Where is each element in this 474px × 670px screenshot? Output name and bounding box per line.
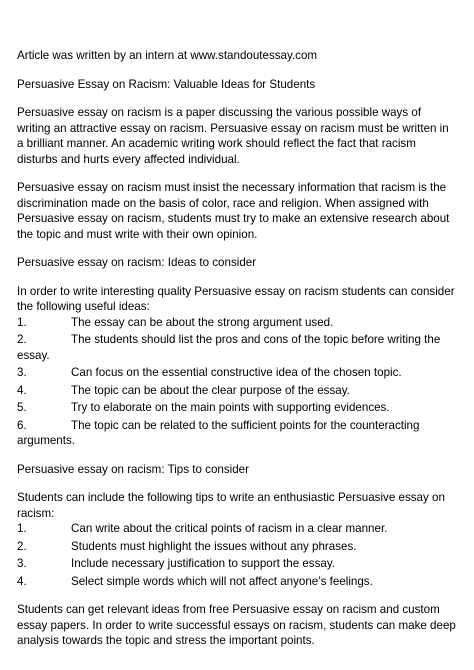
list-number: 4. bbox=[17, 574, 27, 588]
list-item bbox=[17, 521, 457, 537]
list-number: 2. bbox=[17, 539, 27, 553]
list-number: 1. bbox=[17, 522, 27, 535]
paragraph-intro: Persuasive essay on racism is a paper discussing the various possible ways of writing an attractive essay on racism. Persuasive essay on racism must be written in a brilliant manner. An academic writing work should reflect the fact that racism disturbs and hurts every affected individual. bbox=[17, 106, 449, 166]
list-item bbox=[17, 539, 457, 555]
list-number: 3. bbox=[17, 557, 27, 570]
list-item-text: The students should list the pros and cons of the topic before writing the essay. bbox=[17, 333, 441, 362]
list-item bbox=[17, 574, 457, 590]
list-number: 5. bbox=[17, 401, 27, 414]
ideas-heading: Persuasive essay on racism: Ideas to consider bbox=[17, 256, 257, 269]
tips-list bbox=[17, 521, 457, 589]
list-item-text: Students must highlight the issues without any phrases. bbox=[71, 539, 357, 553]
list-item bbox=[17, 400, 457, 416]
paragraph-definition: Persuasive essay on racism must insist the necessary information that racism is the discrimination made on the basis of color, race and religion. When assigned with Persuasive essay on racism, students must try to make an extensive research about the topic and must write with their own opinion. bbox=[17, 181, 450, 241]
list-item bbox=[17, 332, 457, 363]
ideas-list bbox=[17, 315, 457, 449]
list-item-text: The topic can be about the clear purpose of the essay. bbox=[71, 383, 350, 397]
list-item-text: Can write about the critical points of racism in a clear manner. bbox=[71, 522, 388, 535]
document-title: Persuasive Essay on Racism: Valuable Ideas for Students bbox=[17, 77, 316, 91]
tips-heading: Persuasive essay on racism: Tips to consider bbox=[17, 462, 249, 476]
list-number: 2. bbox=[17, 333, 27, 346]
list-item-text: Can focus on the essential constructive idea of the chosen topic. bbox=[71, 366, 402, 379]
list-item bbox=[17, 418, 457, 449]
credit-line: Article was written by an intern at www.standoutessay.com bbox=[17, 49, 318, 62]
ideas-intro: In order to write interesting quality Persuasive essay on racism students can consider the following useful ideas: bbox=[17, 284, 455, 313]
paragraph-closing: Students can get relevant ideas from free Persuasive essay on racism and custom essay papers. In order to write successful essays on racism, students can make deep analysis towards the topic and stress the important points. bbox=[17, 603, 456, 647]
list-item-text: Try to elaborate on the main points with supporting evidences. bbox=[71, 401, 390, 414]
list-number: 1. bbox=[17, 315, 27, 329]
list-item bbox=[17, 556, 457, 572]
list-number: 4. bbox=[17, 383, 27, 397]
list-item bbox=[17, 383, 457, 399]
list-item-text: The essay can be about the strong argument used. bbox=[71, 315, 334, 329]
list-item bbox=[17, 365, 457, 381]
list-number: 6. bbox=[17, 418, 27, 432]
list-item-text: Select simple words which will not affect anyone’s feelings. bbox=[71, 574, 373, 588]
list-number: 3. bbox=[17, 366, 27, 379]
list-item-text: The topic can be related to the sufficient points for the counteracting arguments. bbox=[17, 418, 420, 447]
list-item-text: Include necessary justification to support the essay. bbox=[71, 557, 336, 570]
document-page bbox=[17, 48, 457, 662]
tips-intro: Students can include the following tips to write an enthusiastic Persuasive essay on racism: bbox=[17, 491, 445, 520]
list-item bbox=[17, 315, 457, 331]
